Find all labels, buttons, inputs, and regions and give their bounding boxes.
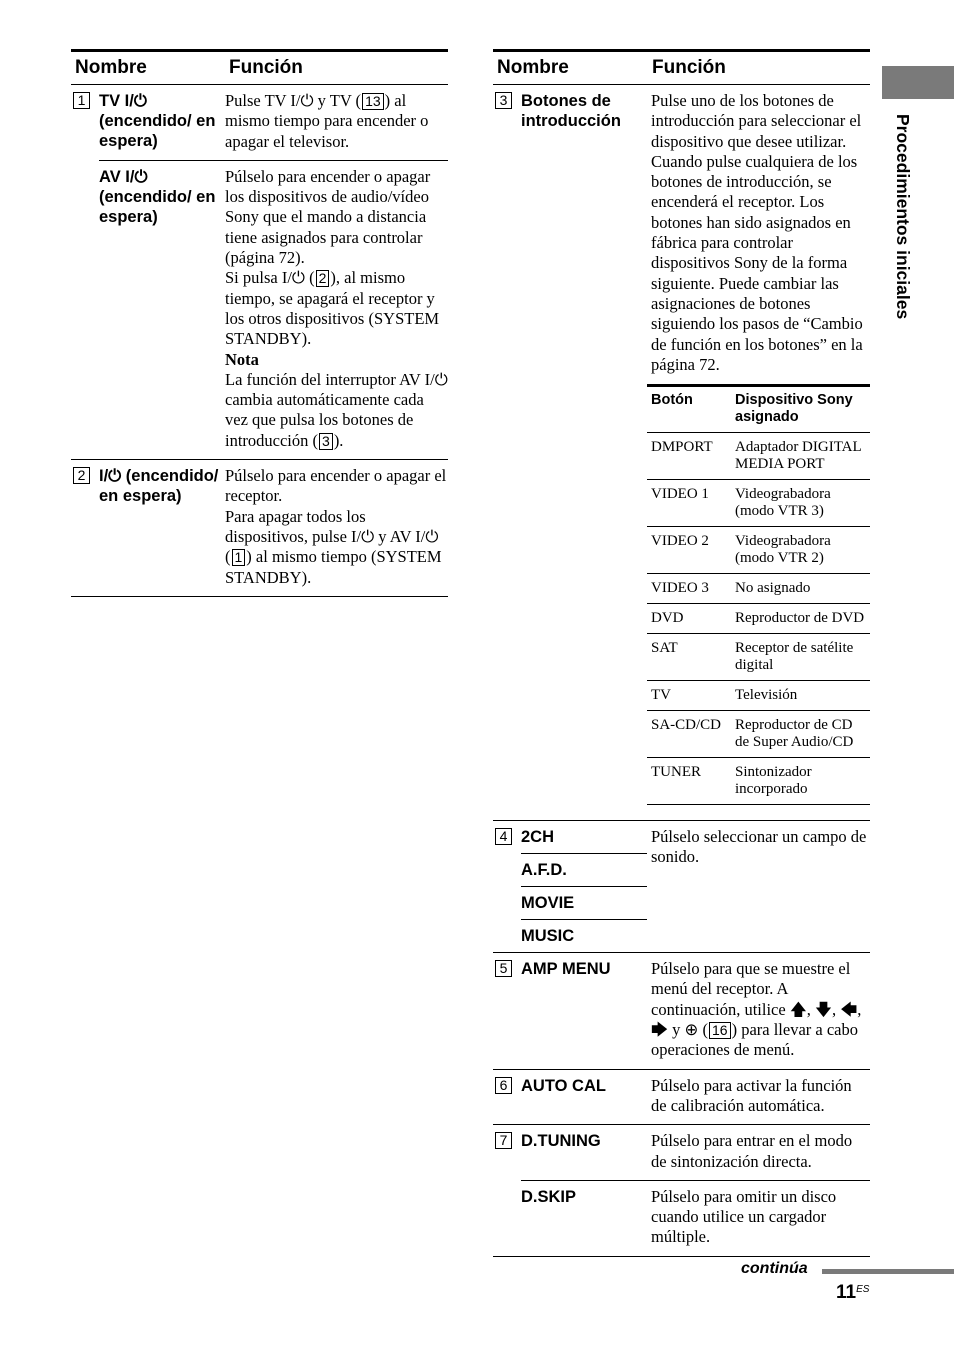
table-row	[647, 711, 870, 758]
table-row-1	[71, 85, 448, 460]
dispositivo-cell: No asignado	[735, 580, 811, 597]
dispositivo-cell: Videograbadora (modo VTR 2)	[735, 533, 831, 567]
section-title-vertical	[888, 114, 918, 354]
func-auto-cal: Púlselo para activar la función de calibración automática.	[651, 1075, 852, 1115]
name-movie: MOVIE	[521, 887, 647, 920]
table-row-4	[493, 820, 870, 953]
dispositivo-cell: Videograbadora (modo VTR 3)	[735, 486, 831, 520]
continued-label: continúa	[741, 1260, 808, 1277]
device-subtable	[647, 384, 870, 805]
boton-cell: VIDEO 1	[651, 486, 709, 503]
note-title: Nota	[225, 349, 259, 369]
row-number: 7	[495, 1132, 512, 1149]
table-row	[647, 634, 870, 681]
func-amp-menu: Púlselo para que se muestre el menú del receptor. A continuación, utilice 🡅, 🡇, 🡄, 🡆 y ⊕ ( 16 ) para llevar a cabo operaciones de menú.	[651, 959, 862, 1060]
name-receiver-power: I/⏻ (encendido/ en espera)	[99, 467, 219, 506]
name-2ch: 2CH	[521, 821, 647, 854]
boton-cell: SAT	[651, 640, 678, 657]
row-number: 4	[495, 828, 512, 845]
header-funcion: Función	[652, 57, 726, 78]
table-row	[647, 527, 870, 574]
boton-cell: SA-CD/CD	[651, 717, 722, 734]
name-amp-menu: AMP MENU	[521, 960, 611, 979]
entry-d-skip	[521, 1181, 870, 1256]
page-number: $11^{ES}$	[836, 1282, 870, 1303]
table-row	[647, 574, 870, 604]
boton-cell: VIDEO 3	[651, 580, 709, 597]
boton-cell: TV	[651, 687, 671, 704]
table-row	[647, 758, 870, 805]
right-table-header	[493, 49, 870, 85]
row-number: 2	[73, 467, 90, 484]
func-av-power: Púlselo para encender o apagar los dispositivos de audio/vídeo Sony que el mando a distancia tiene asignados para controlar (página 72). Si pulsa I/⏻ ( 2 ), al mismo tiempo, se apagará el receptor y los otros dispositivos (SYSTEM STANDBY). Nota La función del interruptor AV I/⏻ cambia automáticamente cada vez que pulsa los botones de introducción ( 3 ).	[225, 166, 448, 450]
entry-av-power	[99, 160, 448, 459]
dispositivo-cell: Receptor de satélite digital	[735, 640, 854, 674]
section-tab-marker	[882, 66, 954, 99]
header-funcion: Función	[229, 57, 303, 78]
func-input-buttons: Pulse uno de los botones de introducción para seleccionar el dispositivo que desee utilizar. Cuando pulse cualquiera de los botones de introducción, se encenderá el receptor. Los botones han sido asignados en fábrica para controlar dispositivos Sony de la forma siguiente. Puede cambiar las asignaciones de botones siguiendo los pasos de “Cambio de función en los botones” en la página 72.	[651, 91, 863, 374]
name-input-buttons: Botones de introducción	[521, 92, 621, 130]
header-nombre: Nombre	[75, 57, 147, 78]
right-table	[493, 49, 870, 1257]
entry-tv-power	[99, 85, 448, 160]
func-tv-power: Pulse TV I/⏻ y TV ( 13 ) al mismo tiempo para encender o apagar el televisor.	[225, 91, 429, 151]
table-row	[647, 681, 870, 711]
name-av-power: AV I/⏻ (encendido/ en espera)	[99, 167, 216, 226]
func-d-skip: Púlselo para omitir un disco cuando utilice un cargador múltiple.	[651, 1186, 837, 1247]
boton-cell: DVD	[651, 610, 684, 627]
name-d-skip: D.SKIP	[521, 1187, 577, 1206]
table-row-5	[493, 953, 870, 1069]
row-number: 1	[73, 92, 90, 109]
table-row	[647, 604, 870, 634]
section-title: Procedimientos iniciales	[893, 114, 913, 320]
row-number: 3	[495, 92, 512, 109]
dispositivo-cell: Sintonizador incorporado	[735, 764, 812, 798]
row-number: 5	[495, 960, 512, 977]
name-auto-cal: AUTO CAL	[521, 1076, 606, 1095]
name-tv-power: TV I/⏻ (encendido/ en espera)	[99, 92, 216, 150]
name-afd: A.F.D.	[521, 854, 647, 887]
dispositivo-cell: Televisión	[735, 687, 798, 704]
name-music: MUSIC	[521, 927, 575, 946]
table-row-3	[493, 85, 870, 805]
boton-cell: VIDEO 2	[651, 533, 709, 550]
func-sound-field: Púlselo seleccionar un campo de sonido.	[651, 827, 867, 867]
continued-bar	[822, 1269, 954, 1274]
dispositivo-cell: Reproductor de DVD	[735, 610, 865, 627]
table-row	[647, 480, 870, 527]
entry-d-tuning	[521, 1125, 870, 1181]
subtable-header: Botón Dispositivo Sony asignado	[647, 384, 870, 433]
boton-cell: TUNER	[651, 764, 701, 781]
table-row-6	[493, 1070, 870, 1126]
name-d-tuning: D.TUNING	[521, 1132, 601, 1151]
boton-cell: DMPORT	[651, 439, 713, 456]
dispositivo-cell: Reproductor de CD de Super Audio/CD	[735, 717, 854, 751]
header-nombre: Nombre	[497, 57, 569, 78]
left-table-header	[71, 49, 448, 85]
func-d-tuning: Púlselo para entrar en el modo de sintonización directa.	[651, 1131, 853, 1171]
dispositivo-cell: Adaptador DIGITAL MEDIA PORT	[735, 439, 862, 473]
func-receiver-power: Púlselo para encender o apagar el receptor. Para apagar todos los dispositivos, pulse I/⏻ y AV I/⏻ ( 1 ) al mismo tiempo (SYSTEM STANDBY).	[225, 466, 447, 587]
table-row-7	[493, 1125, 870, 1256]
table-row	[647, 433, 870, 480]
table-row-2	[71, 460, 448, 597]
left-table	[71, 49, 448, 597]
row-number: 6	[495, 1077, 512, 1094]
